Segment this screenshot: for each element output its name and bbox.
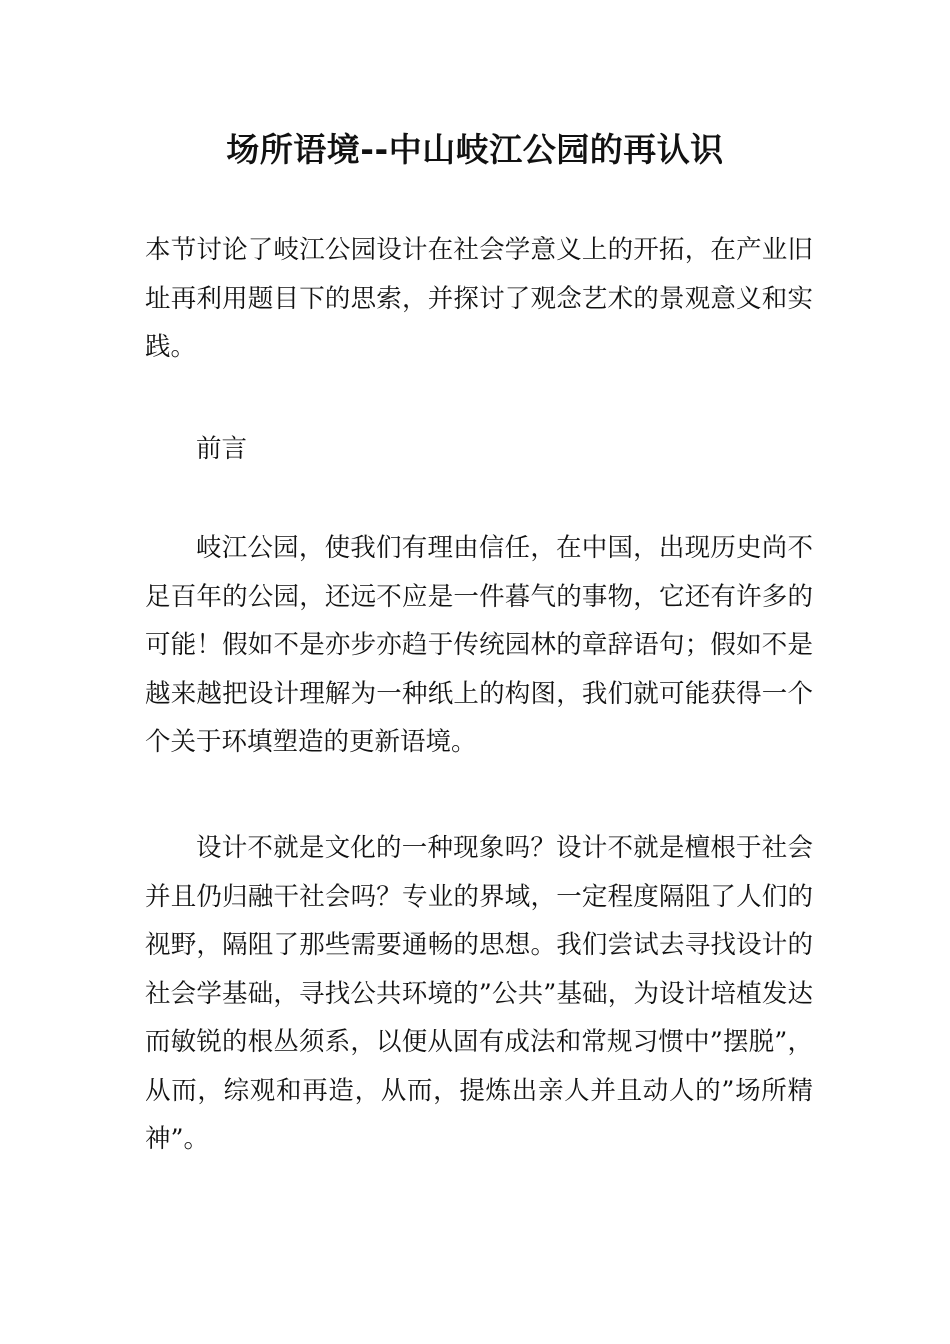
document-title: 场所语境--中山岐江公园的再认识 <box>226 130 724 169</box>
section-heading: 前言 <box>196 434 248 464</box>
abstract-paragraph: 本节讨论了岐江公园设计在社会学意义上的开拓，在产业旧址再利用题目下的思索，并探讨了观念艺术的景观意义和实践。 <box>145 235 813 362</box>
body-paragraph-2: 设计不就是文化的一种现象吗？设计不就是檀根于社会并且仍归融干社会吗？专业的界域，一定程度隔阻了人们的视野，隔阻了那些需要通畅的思想。我们尝试去寻找设计的社会学基础，寻找公共环境的”公共”基础，为设计培植发达而敏锐的根丛须系，以便从固有成法和常规习惯中”摆脱”，从而，综观和再造，从而，提炼出亲人并且动人的”场所精神”。 <box>145 833 813 1154</box>
body-paragraph-1: 岐江公园，使我们有理由信任，在中国，出现历史尚不足百年的公园，还远不应是一件暮气的事物，它还有许多的可能！假如不是亦步亦趋于传统园林的章辞语句；假如不是越来越把设计理解为一种纸上的构图，我们就可能获得一个个关于环填塑造的更新语境。 <box>145 533 813 757</box>
